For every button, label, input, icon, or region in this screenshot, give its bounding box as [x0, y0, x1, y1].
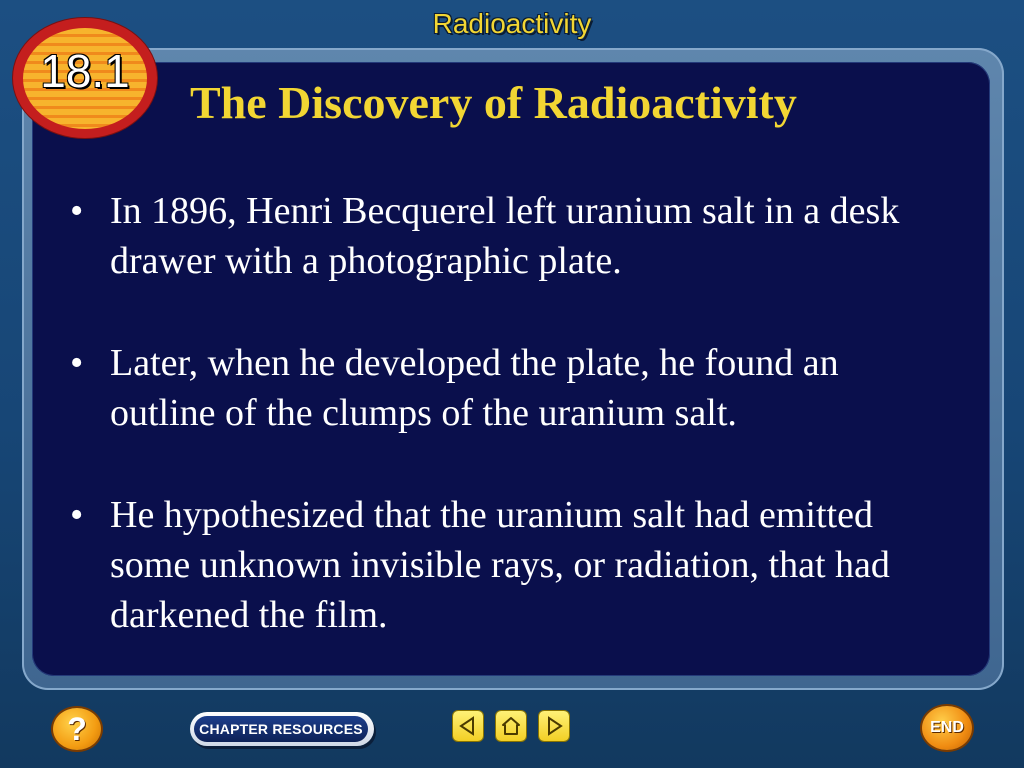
home-button[interactable]: [496, 711, 526, 741]
chapter-resources-button[interactable]: [190, 712, 374, 746]
bullet-dot: •: [70, 342, 84, 384]
section-number: 18.1: [40, 45, 130, 97]
bullet-text: In 1896, Henri Becquerel left uranium salt in a desk drawer with a photographic plate.: [110, 190, 900, 282]
bullet-item: [70, 186, 950, 286]
bullet-dot: •: [70, 190, 84, 232]
bullet-list: [70, 186, 950, 692]
end-button[interactable]: END: [922, 706, 972, 750]
bullet-text: He hypothesized that the uranium salt had emitted some unknown invisible rays, or radiation, that had darkened the film.: [110, 494, 890, 636]
right-arrow-icon: [544, 716, 564, 736]
next-slide-button[interactable]: [539, 711, 569, 741]
previous-slide-button[interactable]: [453, 711, 483, 741]
bullet-item: [70, 490, 950, 640]
bullet-text: Later, when he developed the plate, he found an outline of the clumps of the uranium salt.: [110, 342, 839, 434]
home-icon: [501, 716, 521, 736]
bullet-dot: •: [70, 494, 84, 536]
bullet-item: [70, 338, 950, 438]
chapter-resources-label: CHAPTER RESOURCES: [194, 716, 368, 742]
left-arrow-icon: [458, 716, 478, 736]
topic-title: Radioactivity: [432, 8, 592, 39]
help-button[interactable]: ?: [53, 708, 101, 750]
slide-title: The Discovery of Radioactivity: [190, 77, 797, 128]
